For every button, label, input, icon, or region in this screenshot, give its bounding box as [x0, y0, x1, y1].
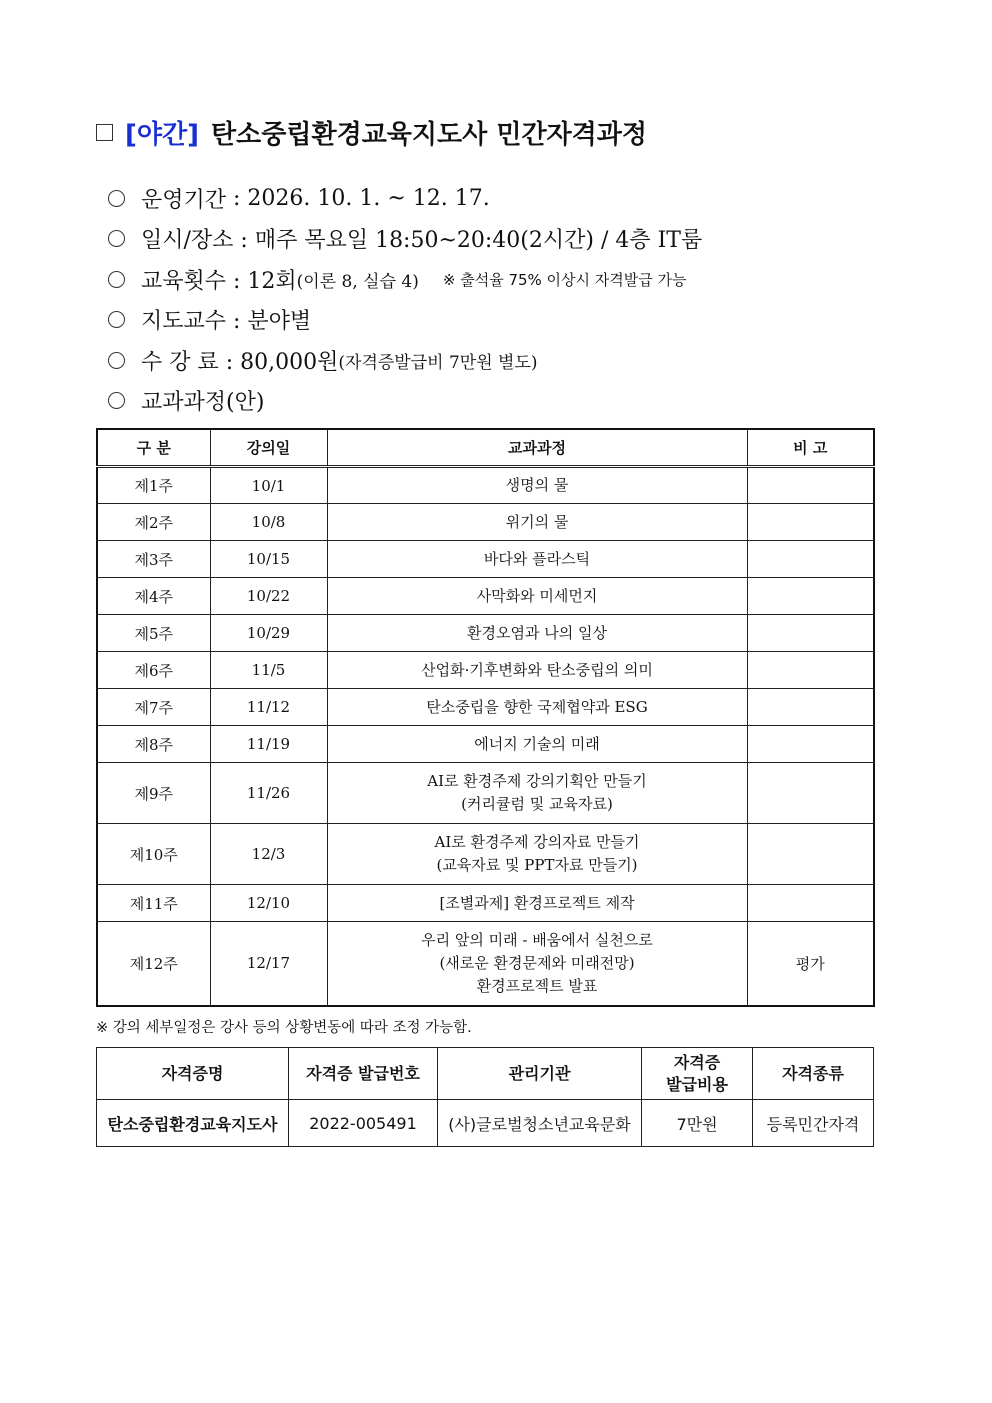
table-row: [97, 504, 874, 541]
info-label: 일시/장소: [141, 228, 234, 254]
info-schedule-place: [108, 219, 908, 260]
course-line: 산업화·기후변화와 탄소중립의 의미: [421, 660, 653, 679]
info-value: : 분야별: [226, 309, 312, 335]
week-cell: 제11주: [97, 885, 210, 922]
date-cell: 12/17: [210, 922, 327, 1006]
info-fee: [108, 340, 908, 381]
week-cell: 제7주: [97, 689, 210, 726]
info-value: : 12회: [226, 268, 297, 294]
course-cell: [327, 885, 747, 922]
note-cell: [747, 615, 874, 652]
course-cell: [327, 824, 747, 885]
course-line: (새로운 환경문제와 미래전망): [439, 953, 635, 972]
header-agency: 관리기관: [438, 1048, 642, 1100]
week-cell: 제9주: [97, 763, 210, 824]
course-cell: [327, 467, 747, 504]
course-line: 바다와 플라스틱: [483, 549, 591, 568]
date-cell: 11/12: [210, 689, 327, 726]
header-note: 비 고: [747, 429, 874, 467]
table-row: [97, 824, 874, 885]
course-line: (교육자료 및 PPT자료 만들기): [436, 856, 638, 874]
note-cell: [747, 885, 874, 922]
course-info-list: [108, 178, 908, 421]
table-row: [97, 578, 874, 615]
certificate-table: [96, 1047, 874, 1147]
course-cell: [327, 504, 747, 541]
note-cell: [747, 726, 874, 763]
week-cell: 제3주: [97, 541, 210, 578]
page-title: [96, 110, 896, 154]
week-cell: 제5주: [97, 615, 210, 652]
header-cert-number: 자격증 발급번호: [289, 1048, 438, 1100]
course-cell: [327, 652, 747, 689]
square-bullet-icon: [96, 124, 113, 141]
week-cell: 제4주: [97, 578, 210, 615]
info-sessions: [108, 259, 908, 300]
note-cell: [747, 824, 874, 885]
course-cell: [327, 578, 747, 615]
course-line: 위기의 물: [505, 512, 569, 531]
table-row: [97, 689, 874, 726]
cert-name: 탄소중립환경교육지도사: [97, 1100, 289, 1147]
date-cell: 10/29: [210, 615, 327, 652]
cert-type: 등록민간자격: [753, 1100, 874, 1147]
circle-bullet-icon: [108, 311, 125, 328]
circle-bullet-icon: [108, 352, 125, 369]
info-detail: (이론 8, 실습 4): [296, 271, 419, 292]
title-tag: [야간]: [125, 119, 199, 150]
note-cell: [747, 467, 874, 504]
week-cell: 제6주: [97, 652, 210, 689]
course-line: AI로 환경주제 강의기획안 만들기: [427, 772, 647, 790]
circle-bullet-icon: [108, 190, 125, 207]
table-header-row: [97, 429, 874, 467]
course-line: 사막화와 미세먼지: [476, 586, 598, 605]
date-cell: 11/19: [210, 726, 327, 763]
note-cell: [747, 541, 874, 578]
course-line: 에너지 기술의 미래: [474, 734, 600, 753]
circle-bullet-icon: [108, 392, 125, 409]
table-row: [97, 541, 874, 578]
date-cell: 10/8: [210, 504, 327, 541]
cert-fee: 7만원: [642, 1100, 753, 1147]
attendance-note: ※ 출석율 75% 이상시 자격발급 가능: [442, 270, 687, 289]
info-value: : 80,000원: [218, 349, 339, 375]
table-row: [97, 726, 874, 763]
course-cell: [327, 763, 747, 824]
course-cell: [327, 541, 747, 578]
note-cell: 평가: [747, 922, 874, 1006]
date-cell: 11/26: [210, 763, 327, 824]
week-cell: 제8주: [97, 726, 210, 763]
info-label: 지도교수: [141, 309, 227, 335]
info-label: 교육횟수: [141, 268, 227, 294]
table-row: [97, 615, 874, 652]
week-cell: 제1주: [97, 467, 210, 504]
week-cell: 제2주: [97, 504, 210, 541]
info-curriculum: [108, 381, 908, 422]
header-cert-type: 자격종류: [753, 1048, 874, 1100]
table-row: [97, 1100, 874, 1147]
info-label: 교과과정(안): [141, 390, 265, 416]
table-row: [97, 652, 874, 689]
curriculum-table: [96, 428, 875, 1007]
header-fee: 자격증 발급비용: [642, 1048, 753, 1100]
header-date: 강의일: [210, 429, 327, 467]
date-cell: 10/22: [210, 578, 327, 615]
info-value: : 2026. 10. 1. ~ 12. 17.: [226, 185, 490, 211]
table-header-row: [97, 1048, 874, 1100]
course-line: 탄소중립을 향한 국제협약과 ESG: [426, 697, 648, 716]
info-instructor: [108, 300, 908, 341]
course-cell: [327, 615, 747, 652]
date-cell: 12/3: [210, 824, 327, 885]
header-course: 교과과정: [327, 429, 747, 467]
note-cell: [747, 763, 874, 824]
table-row: [97, 467, 874, 504]
table-row: [97, 885, 874, 922]
cert-agency: (사)글로벌청소년교육문화: [438, 1100, 642, 1147]
schedule-footnote: ※ 강의 세부일정은 강사 등의 상황변동에 따라 조정 가능함.: [96, 1020, 472, 1036]
week-cell: 제10주: [97, 824, 210, 885]
table-row: [97, 922, 874, 1006]
note-cell: [747, 504, 874, 541]
course-cell: [327, 689, 747, 726]
date-cell: 11/5: [210, 652, 327, 689]
course-line: AI로 환경주제 강의자료 만들기: [434, 833, 640, 851]
circle-bullet-icon: [108, 271, 125, 288]
info-value: : 매주 목요일 18:50~20:40(2시간) / 4층 IT룸: [233, 228, 703, 254]
info-detail: (자격증발급비 7만원 별도): [338, 352, 538, 373]
week-cell: 제12주: [97, 922, 210, 1006]
course-cell: [327, 726, 747, 763]
date-cell: 10/1: [210, 467, 327, 504]
info-period: [108, 178, 908, 219]
note-cell: [747, 652, 874, 689]
course-line: 환경프로젝트 발표: [476, 976, 598, 995]
header-week: 구 분: [97, 429, 210, 467]
date-cell: 12/10: [210, 885, 327, 922]
course-line: [조별과제] 환경프로젝트 제작: [439, 893, 635, 912]
table-row: [97, 763, 874, 824]
title-text: 탄소중립환경교육지도사 민간자격과정: [211, 119, 648, 150]
course-line: 환경오염과 나의 일상: [467, 623, 607, 642]
cert-number: 2022-005491: [289, 1100, 438, 1147]
info-label: 수 강 료: [141, 349, 219, 375]
course-line: 우리 앞의 미래 - 배움에서 실천으로: [421, 930, 653, 949]
info-label: 운영기간: [141, 187, 227, 213]
course-line: (커리큘럼 및 교육자료): [461, 795, 613, 813]
note-cell: [747, 578, 874, 615]
course-cell: [327, 922, 747, 1006]
note-cell: [747, 689, 874, 726]
date-cell: 10/15: [210, 541, 327, 578]
course-line: 생명의 물: [505, 476, 569, 494]
circle-bullet-icon: [108, 230, 125, 247]
header-cert-name: 자격증명: [97, 1048, 289, 1100]
